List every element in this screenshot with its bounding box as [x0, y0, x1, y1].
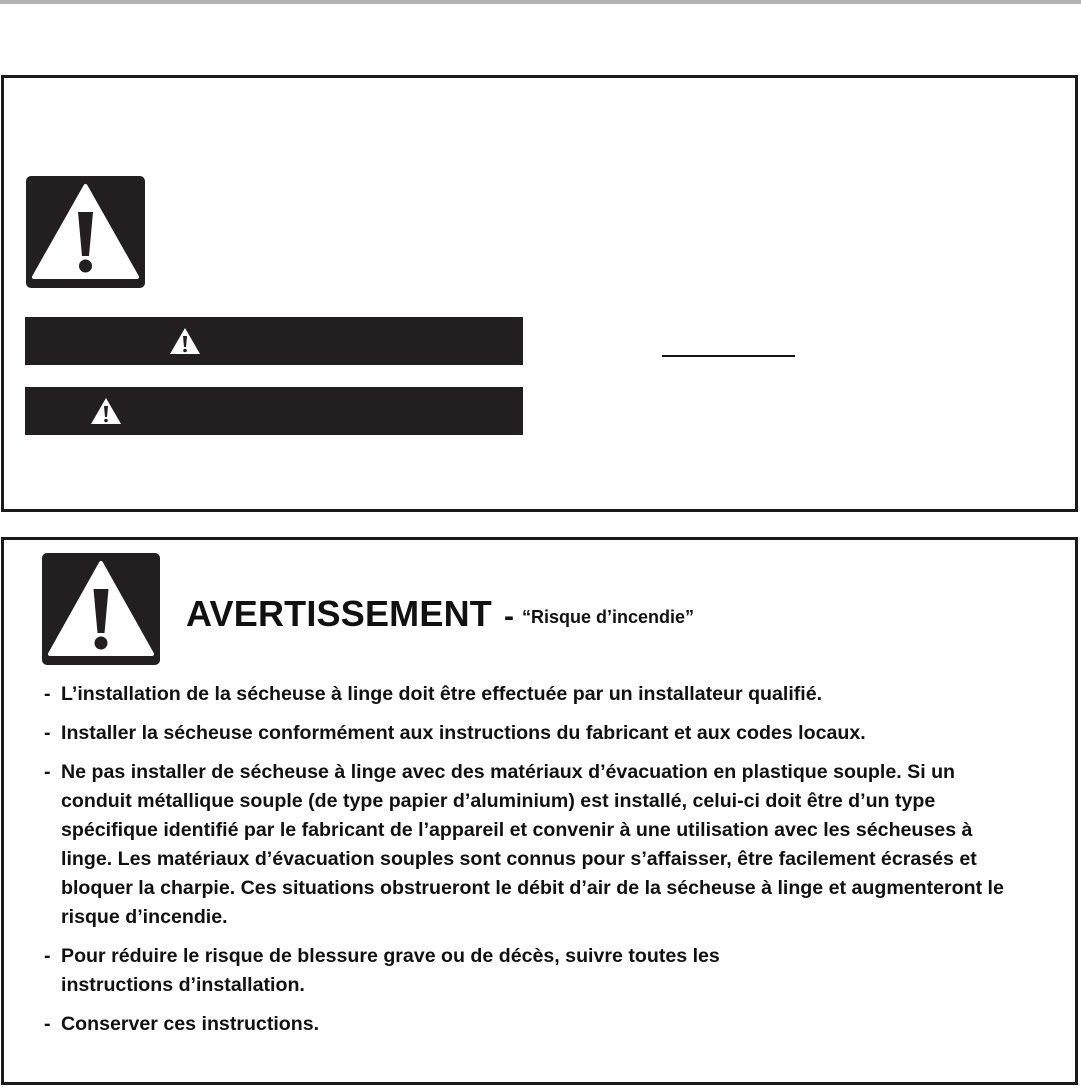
list-item: - Pour réduire le risque de blessure grave ou de décès, suivre toutes les instructions d’installation.	[44, 945, 720, 996]
list-item: - Ne pas installer de sécheuse à linge avec des matériaux d’évacuation en plastique souple. Si un conduit métallique souple (de type papier d’aluminium) est installé, celui-ci doit être d’un type spécifique identifié par le fabricant de l’appareil et convenir à une utilisation avec les sécheuses à linge. Les matériaux d’évacuation souples sont connus pour s’affaisser, être facilement écrasés et bloquer la charpie. Ces situations obstrueront le débit d’air de la sécheuse à linge et augmenteront le risque d’incendie.	[44, 761, 1004, 928]
warning-triangle-icon	[42, 553, 160, 665]
list-item: - Installer la sécheuse conformément aux instructions du fabricant et aux codes locaux.	[44, 722, 866, 744]
warning-title: AVERTISSEMENT	[186, 593, 492, 634]
list-item: - L’installation de la sécheuse à linge doit être effectuée par un installateur qualifié.	[44, 683, 823, 705]
top-rule	[0, 0, 1081, 4]
warning-triangle-icon	[26, 176, 145, 288]
list-item: - Conserver ces instructions.	[44, 1013, 320, 1035]
danger-bar	[25, 317, 523, 365]
warning-bar	[25, 387, 523, 435]
warning-triangle-icon	[168, 326, 202, 356]
warning-heading	[186, 593, 694, 635]
safety-notice-box	[1, 75, 1078, 512]
warning-separator: -	[503, 600, 514, 633]
warning-subtitle: “Risque d’incendie”	[521, 607, 694, 627]
warning-list	[44, 680, 1054, 1049]
underline-rule	[662, 355, 795, 357]
warning-triangle-icon	[89, 396, 123, 426]
